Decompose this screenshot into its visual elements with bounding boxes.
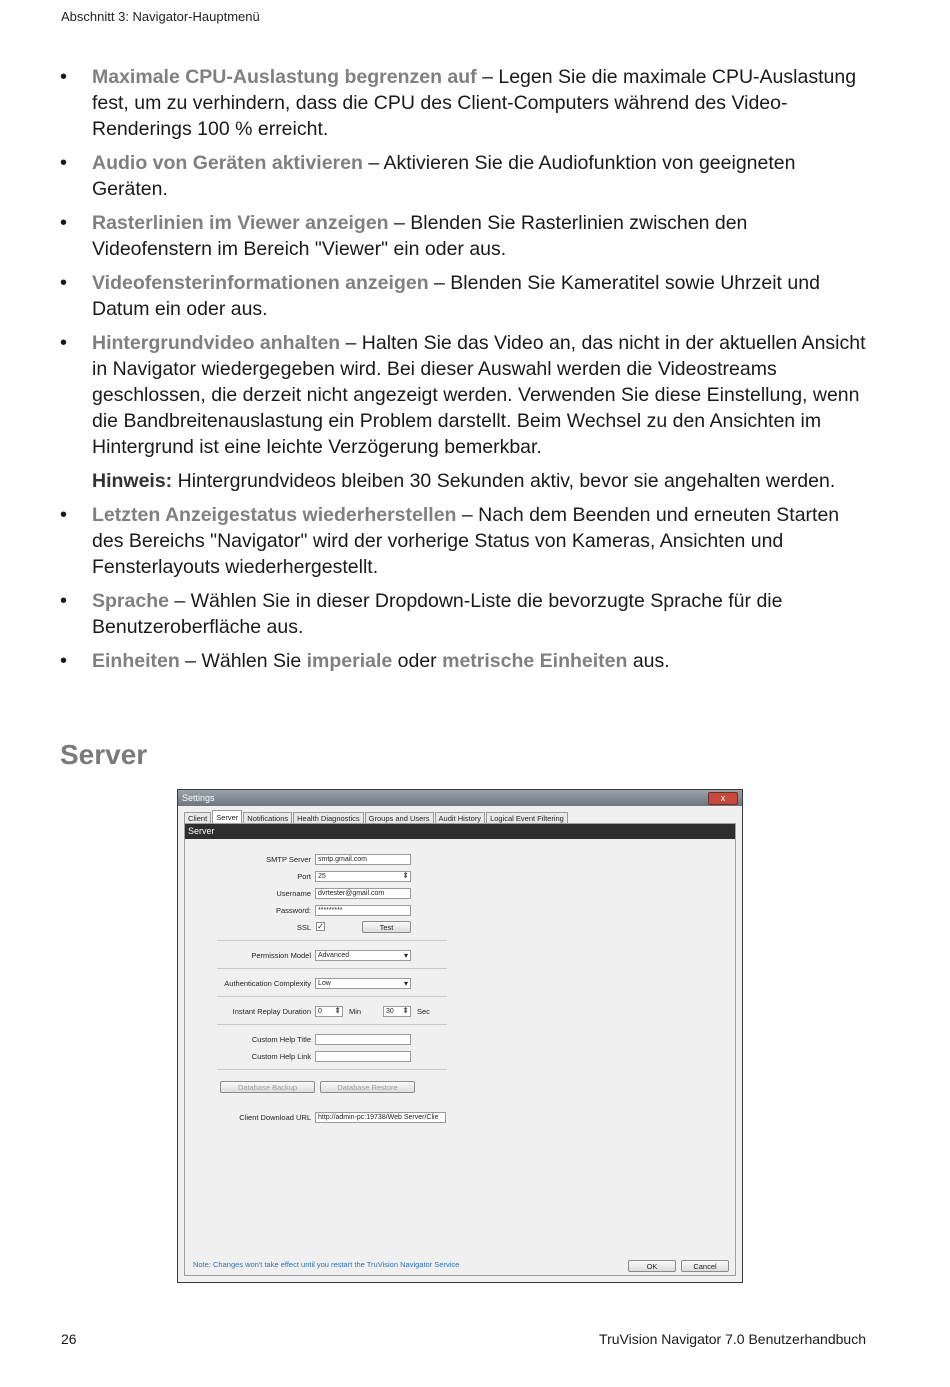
client-url-label: Client Download URL	[239, 1113, 311, 1122]
bullet-text: – Nach dem Beenden und erneuten Starten des Bereichs "Navigator" wird der vorherige Status von Kameras, Ansichten und Fensterlayouts wiederhergestellt.	[92, 504, 840, 578]
divider	[217, 968, 447, 969]
restart-note: Note: Changes won't take effect until you restart the TruVision Navigator Service	[193, 1260, 460, 1269]
help-link-label: Custom Help Link	[251, 1052, 311, 1061]
auth-complexity-label: Authentication Complexity	[224, 979, 311, 988]
divider	[217, 1069, 447, 1070]
min-label: Min	[349, 1007, 362, 1016]
password-label: Password:	[275, 906, 311, 915]
username-input[interactable]: dvrtester@gmail.com	[315, 888, 411, 899]
ok-button[interactable]: OK	[628, 1260, 676, 1272]
database-backup-button[interactable]: Database Backup	[220, 1081, 315, 1093]
bullet-term: Letzten Anzeigestatus wiederherstellen	[92, 504, 457, 526]
list-item	[60, 648, 870, 674]
tab-client[interactable]: Client	[184, 812, 211, 824]
tab-notifications[interactable]: Notifications	[243, 812, 292, 824]
replay-min-stepper[interactable]: 0 ⬍	[315, 1006, 343, 1017]
replay-sec-stepper[interactable]: 30 ⬍	[383, 1006, 411, 1017]
list-item	[60, 64, 870, 142]
bullet-text: – Wählen Sie	[179, 650, 307, 672]
units-imperial: imperiale	[306, 650, 393, 672]
bullet-term: Einheiten	[92, 650, 180, 672]
manual-title: TruVision Navigator 7.0 Benutzerhandbuch	[599, 1331, 866, 1347]
tab-groups-and-users[interactable]: Groups and Users	[365, 812, 434, 824]
help-link-input[interactable]	[315, 1051, 411, 1062]
divider	[217, 996, 447, 997]
bullet-term: Rasterlinien im Viewer anzeigen	[92, 212, 389, 234]
settings-dialog	[177, 789, 743, 1283]
bullet-text: aus.	[627, 650, 670, 672]
panel-title: Server	[185, 824, 735, 839]
permission-model-label: Permission Model	[251, 951, 311, 960]
client-download-url-input[interactable]: http://admin-pc:19738/Web Server/Clie	[315, 1112, 446, 1123]
smtp-server-input[interactable]: smtp.gmail.com	[315, 854, 411, 865]
note-text: Hintergrundvideos bleiben 30 Sekunden aktiv, bevor sie angehalten werden.	[172, 470, 836, 492]
dialog-title: Settings	[182, 793, 215, 803]
tab-audit-history[interactable]: Audit History	[435, 812, 486, 824]
bullet-text: – Legen Sie die maximale CPU-Auslastung fest, um zu verhindern, dass die CPU des Client-Computers während des Video-Renderings 100 % erreicht.	[92, 66, 857, 140]
list-item	[60, 588, 870, 640]
auth-complexity-select[interactable]: Low ▾	[315, 978, 411, 989]
bullet-text: – Wählen Sie in dieser Dropdown-Liste die bevorzugte Sprache für die Benutzeroberfläche aus.	[92, 590, 783, 638]
username-label: Username	[276, 889, 311, 898]
sec-label: Sec	[417, 1007, 430, 1016]
tab-logical-event-filtering[interactable]: Logical Event Filtering	[486, 812, 568, 824]
running-header: Abschnitt 3: Navigator-Hauptmenü	[61, 9, 260, 24]
help-title-input[interactable]	[315, 1034, 411, 1045]
replay-duration-label: Instant Replay Duration	[232, 1007, 311, 1016]
permission-model-select[interactable]: Advanced ▾	[315, 950, 411, 961]
section-title: Server	[60, 739, 148, 770]
list-item	[60, 210, 870, 262]
note-paragraph	[92, 468, 870, 494]
feature-list	[60, 64, 870, 682]
bullet-term: Maximale CPU-Auslastung begrenzen auf	[92, 66, 477, 88]
smtp-label: SMTP Server	[266, 855, 311, 864]
list-item	[60, 502, 870, 580]
tab-health-diagnostics[interactable]: Health Diagnostics	[293, 812, 364, 824]
test-button[interactable]: Test	[362, 921, 411, 933]
bullet-text: – Blenden Sie Rasterlinien zwischen den Videofenstern im Bereich "Viewer" ein oder aus.	[92, 212, 748, 260]
ssl-label: SSL	[296, 923, 311, 932]
tab-server[interactable]: Server	[212, 810, 242, 824]
bullet-text: – Blenden Sie Kameratitel sowie Uhrzeit und Datum ein oder aus.	[92, 272, 820, 320]
dialog-titlebar	[178, 790, 742, 806]
help-title-label: Custom Help Title	[251, 1035, 311, 1044]
bullet-term: Videofensterinformationen anzeigen	[92, 272, 429, 294]
units-metric: metrische Einheiten	[442, 650, 628, 672]
tab-bar	[184, 810, 569, 823]
note-label: Hinweis:	[92, 470, 173, 492]
server-panel	[184, 823, 736, 1276]
bullet-term: Audio von Geräten aktivieren	[92, 152, 363, 174]
bullet-term: Hintergrundvideo anhalten	[92, 332, 341, 354]
divider	[217, 940, 447, 941]
password-input[interactable]: *********	[315, 905, 411, 916]
database-restore-button[interactable]: Database Restore	[320, 1081, 415, 1093]
bullet-term: Sprache	[92, 590, 169, 612]
list-item	[60, 150, 870, 202]
close-button[interactable]: x	[708, 792, 738, 805]
divider	[217, 1024, 447, 1025]
port-stepper[interactable]: 25 ⬍	[315, 871, 411, 882]
bullet-text: – Aktivieren Sie die Audiofunktion von geeigneten Geräten.	[92, 152, 796, 200]
ssl-checkbox[interactable]: ✓	[317, 922, 324, 931]
bullet-text: oder	[392, 650, 443, 672]
bullet-text: – Halten Sie das Video an, das nicht in der aktuellen Ansicht in Navigator wiedergegeben wird. Bei dieser Auswahl werden die Videostreams geschlossen, die derzeit nicht angezeigt werden. Verwenden Sie diese Einstellung, wenn die Bandbreitenauslastung ein Problem darstellt. Beim Wechsel zu den Ansichten im Hintergrund ist eine leichte Verzögerung bemerkbar.	[92, 332, 866, 458]
port-label: Port	[297, 872, 311, 881]
page-number: 26	[61, 1331, 77, 1347]
cancel-button[interactable]: Cancel	[681, 1260, 729, 1272]
list-item	[60, 270, 870, 322]
list-item	[60, 330, 870, 460]
